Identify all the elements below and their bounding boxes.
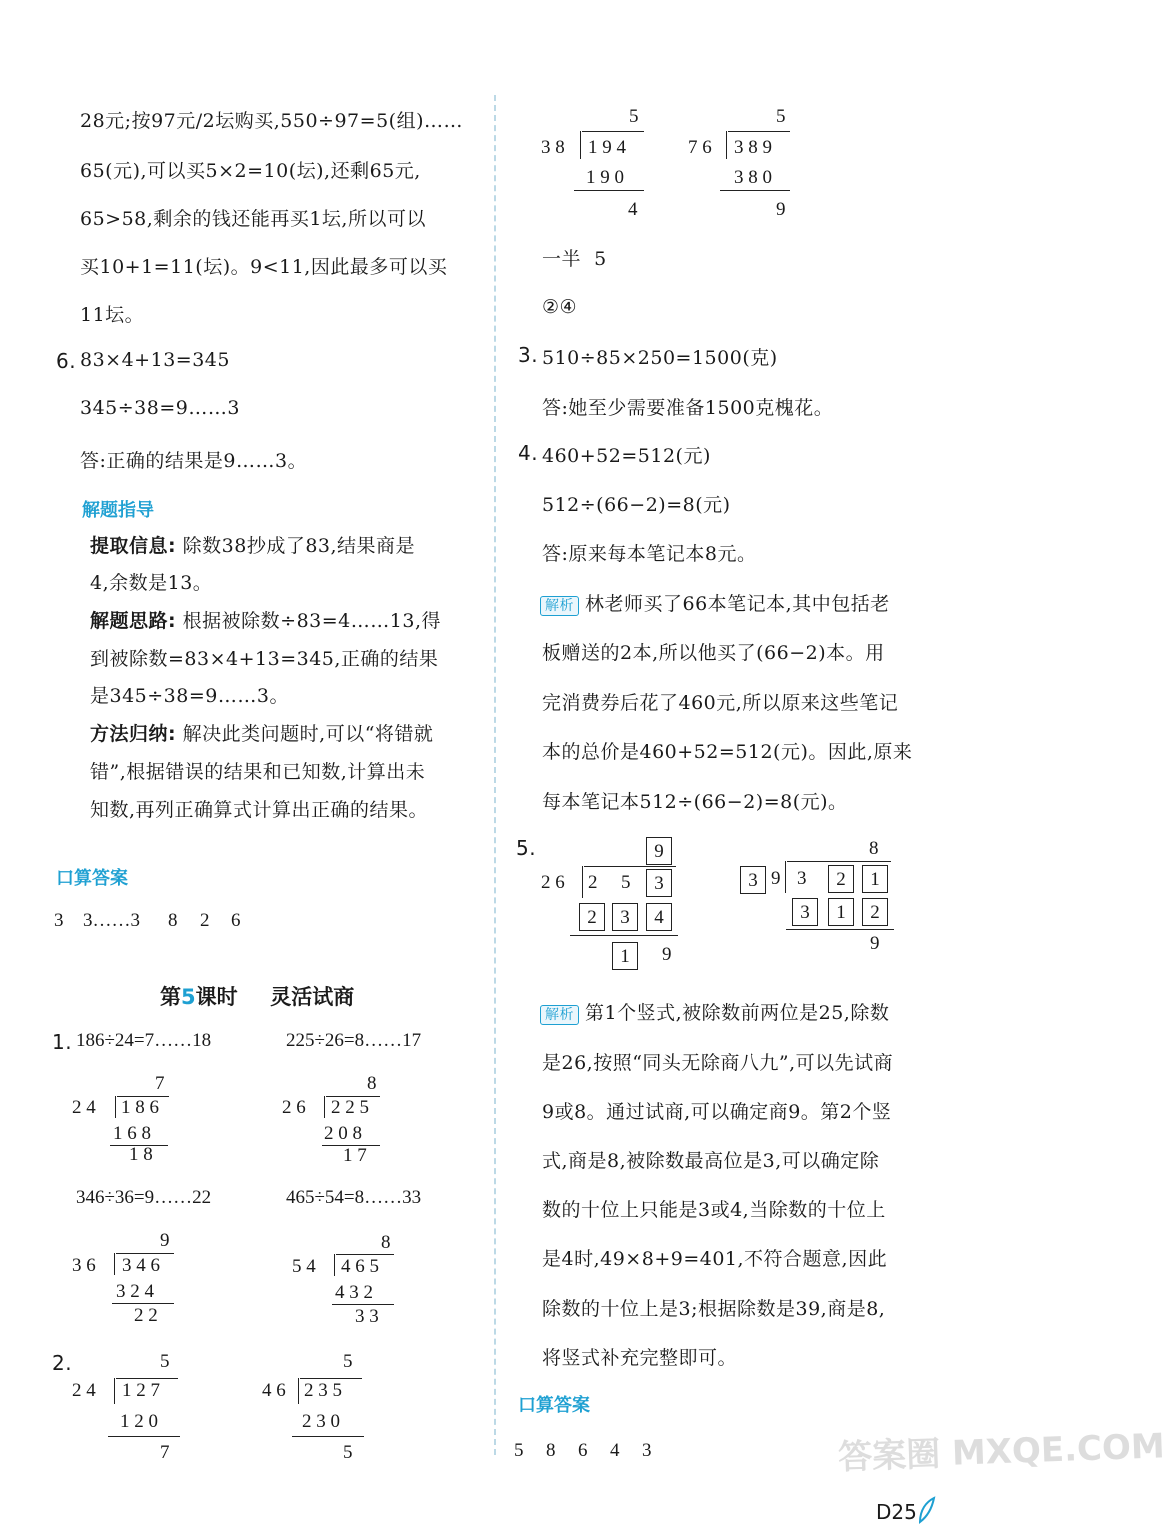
leaf-icon	[916, 1496, 936, 1528]
analysis-text: 完消费券后花了460元,所以原来这些笔记	[542, 692, 899, 714]
subtract-line	[574, 190, 644, 191]
product-box: 2	[579, 903, 605, 931]
analysis-tag: 解析	[540, 1005, 579, 1025]
dividend-box: 1	[862, 865, 888, 893]
quotient: 5	[776, 106, 786, 127]
answer: 答:她至少需要准备1500克槐花。	[542, 397, 834, 419]
oral-heading: 口算答案	[518, 1395, 590, 1416]
divisor: 2 4	[72, 1097, 96, 1118]
analysis-text: 是4时,49×8+9=401,不符合题意,因此	[542, 1248, 888, 1270]
analysis-tag: 解析	[540, 596, 579, 616]
dividend: 3 8 9	[734, 137, 772, 158]
divisor: 2 6	[541, 872, 565, 893]
dividend: 1 9 4	[588, 137, 626, 158]
product-box: 1	[828, 898, 854, 926]
equation: 345÷38=9……3	[80, 397, 240, 419]
division-bracket	[115, 1096, 116, 1118]
remainder: 1 7	[343, 1145, 367, 1166]
oral-answer: 6	[578, 1440, 588, 1461]
division-bar	[584, 866, 676, 867]
dividend: 1 8 6	[121, 1097, 159, 1118]
quotient: 5	[343, 1351, 353, 1372]
text-line: 28元;按97元/2坛购买,550÷97=5(组)……	[80, 110, 463, 132]
dividend: 4 6 5	[341, 1256, 379, 1277]
division-bar	[728, 131, 790, 132]
guide-text: 4,余数是13。	[90, 572, 213, 594]
dividend-digit: 3	[797, 868, 807, 889]
dividend: 2 3 5	[304, 1380, 342, 1401]
division-bracket	[334, 1254, 335, 1276]
division-bracket	[114, 1378, 115, 1404]
equation: 186÷24=7……18	[76, 1030, 212, 1051]
dividend: 1 2 7	[122, 1380, 160, 1401]
division-bracket	[726, 131, 727, 159]
guide-method	[90, 719, 433, 746]
oral-answer: 3……3	[83, 910, 140, 931]
dividend-box: 2	[828, 865, 854, 893]
subtract-line	[720, 190, 790, 191]
divisor: 2 6	[282, 1097, 306, 1118]
guide-text: 知数,再列正确算式计算出正确的结果。	[90, 799, 429, 821]
guide-text: 根据被除数÷83=4……13,得	[182, 610, 441, 632]
product: 2 0 8	[324, 1123, 362, 1144]
division-bracket	[580, 131, 581, 159]
question-number: 6.	[56, 349, 77, 373]
oral-answer: 3	[54, 910, 64, 931]
equation: 346÷36=9……22	[76, 1187, 212, 1208]
lesson-number: 5	[181, 985, 196, 1009]
product: 1 9 0	[586, 167, 624, 188]
remainder: 2 2	[134, 1305, 158, 1326]
product-box: 2	[862, 898, 888, 926]
oral-heading: 口算答案	[56, 868, 128, 889]
quotient: 5	[629, 106, 639, 127]
guide-label: 解题思路:	[90, 610, 177, 632]
column-divider	[494, 95, 496, 1455]
analysis-text: 除数的十位上是3;根据除数是39,商是8,	[542, 1298, 886, 1320]
divisor-digit: 9	[771, 868, 781, 889]
remainder-box: 1	[612, 942, 638, 970]
division-bar	[787, 861, 891, 862]
page-number: D25	[876, 1500, 917, 1524]
dividend-box: 3	[646, 869, 672, 897]
fill-answer: ②④	[542, 296, 578, 318]
division-bar	[300, 1378, 362, 1379]
lesson-prefix: 第	[160, 985, 181, 1009]
division-bracket	[324, 1096, 325, 1118]
quotient: 5	[160, 1351, 170, 1372]
text-line: 11坛。	[80, 304, 145, 326]
divisor-box: 3	[740, 866, 766, 894]
guide-label: 方法归纳:	[90, 723, 177, 745]
guide-text: 除数38抄成了83,结果商是	[182, 535, 416, 557]
division-bar	[336, 1254, 394, 1255]
dividend: 3 4 6	[122, 1255, 160, 1276]
equation: 225÷26=8……17	[286, 1030, 422, 1051]
division-bar	[582, 131, 644, 132]
quotient: 8	[381, 1232, 391, 1253]
lesson-name: 灵活试商	[270, 985, 355, 1009]
equation: 83×4+13=345	[80, 349, 230, 371]
analysis-text: 是26,按照“同头无除商八九”,可以先试商	[542, 1052, 894, 1074]
divisor: 4 6	[262, 1380, 286, 1401]
remainder: 9	[870, 933, 880, 954]
answer: 答:正确的结果是9……3。	[80, 450, 308, 472]
dividend-digit: 2	[588, 872, 598, 893]
dividend-digit: 5	[621, 872, 631, 893]
division-bar	[116, 1378, 178, 1379]
lesson-suffix: 课时	[195, 985, 238, 1009]
subtract-line	[292, 1436, 364, 1437]
subtract-line	[786, 929, 894, 930]
quotient: 9	[160, 1230, 170, 1251]
question-number: 1.	[52, 1030, 73, 1054]
product: 3 2 4	[116, 1281, 154, 1302]
analysis-line	[540, 998, 889, 1025]
guide-text: 是345÷38=9……3。	[90, 685, 289, 707]
quotient: 8	[367, 1073, 377, 1094]
quotient: 8	[869, 838, 879, 859]
product: 4 3 2	[335, 1282, 373, 1303]
product: 3 8 0	[734, 167, 772, 188]
remainder-digit: 9	[662, 944, 672, 965]
divisor: 5 4	[292, 1256, 316, 1277]
divisor: 7 6	[688, 137, 712, 158]
product-box: 4	[646, 903, 672, 931]
oral-answer: 8	[168, 910, 178, 931]
guide-info	[90, 531, 415, 558]
remainder: 1 8	[129, 1144, 153, 1165]
lesson-title	[160, 981, 354, 1011]
question-number: 3.	[518, 343, 539, 367]
subtract-line	[108, 1436, 180, 1437]
guide-heading: 解题指导	[82, 500, 154, 521]
product: 1 6 8	[113, 1123, 151, 1144]
guide-text: 解决此类问题时,可以“将错就	[182, 723, 434, 745]
guide-idea	[90, 606, 441, 633]
product-box: 3	[612, 903, 638, 931]
subtract-line	[112, 1303, 174, 1304]
text-line: 买10+1=11(坛)。9<11,因此最多可以买	[80, 256, 448, 278]
oral-answer: 6	[231, 910, 241, 931]
equation: 512÷(66−2)=8(元)	[542, 494, 731, 516]
analysis-text: 板赠送的2本,所以他买了(66−2)本。用	[542, 642, 885, 664]
watermark-text: 答案圈 MXQE.COM	[837, 1426, 1165, 1478]
division-bracket	[298, 1378, 299, 1404]
analysis-text: 第1个竖式,被除数前两位是25,除数	[585, 1002, 890, 1024]
divisor: 3 6	[72, 1255, 96, 1276]
oral-answer: 2	[200, 910, 210, 931]
guide-text: 到被除数=83×4+13=345,正确的结果	[90, 648, 439, 670]
remainder: 9	[776, 199, 786, 220]
product-box: 3	[792, 898, 818, 926]
product: 2 3 0	[302, 1411, 340, 1432]
subtract-line	[570, 935, 678, 936]
analysis-text: 数的十位上只能是3或4,当除数的十位上	[542, 1199, 886, 1221]
subtract-line	[332, 1304, 394, 1305]
equation: 460+52=512(元)	[542, 445, 711, 467]
question-number: 4.	[518, 441, 539, 465]
division-bracket	[114, 1253, 115, 1275]
analysis-text: 式,商是8,被除数最高位是3,可以确定除	[542, 1150, 880, 1172]
oral-answer: 3	[642, 1440, 652, 1461]
guide-label: 提取信息:	[90, 535, 177, 557]
remainder: 4	[628, 199, 638, 220]
quotient-box: 9	[646, 837, 672, 865]
remainder: 3 3	[355, 1306, 379, 1327]
equation: 510÷85×250=1500(克)	[542, 347, 778, 369]
question-number: 2.	[52, 1351, 73, 1375]
division-bar	[116, 1253, 174, 1254]
text-line: 65(元),可以买5×2=10(坛),还剩65元,	[80, 160, 421, 182]
divisor: 2 4	[72, 1380, 96, 1401]
oral-answer: 5	[514, 1440, 524, 1461]
guide-text: 错”,根据错误的结果和已知数,计算出未	[90, 761, 426, 783]
text-line: 65>58,剩余的钱还能再买1坛,所以可以	[80, 208, 426, 230]
analysis-text: 林老师买了66本笔记本,其中包括老	[585, 593, 890, 615]
equation: 465÷54=8……33	[286, 1187, 422, 1208]
oral-answer: 8	[546, 1440, 556, 1461]
analysis-text: 本的总价是460+52=512(元)。因此,原来	[542, 741, 913, 763]
watermark	[837, 1418, 1165, 1478]
oral-answer: 4	[610, 1440, 620, 1461]
dividend: 2 2 5	[331, 1097, 369, 1118]
analysis-text: 9或8。通过试商,可以确定商9。第2个竖	[542, 1101, 892, 1123]
quotient: 7	[155, 1073, 165, 1094]
analysis-line	[540, 589, 890, 616]
division-bracket	[785, 861, 786, 893]
divisor: 3 8	[541, 137, 565, 158]
remainder: 5	[343, 1442, 353, 1463]
division-bracket	[582, 866, 583, 898]
product: 1 2 0	[120, 1411, 158, 1432]
remainder: 7	[160, 1442, 170, 1463]
fill-answer: 一半 5	[542, 248, 607, 270]
analysis-text: 每本笔记本512÷(66−2)=8(元)。	[542, 791, 848, 813]
analysis-text: 将竖式补充完整即可。	[542, 1347, 738, 1369]
answer: 答:原来每本笔记本8元。	[542, 543, 757, 565]
question-number: 5.	[516, 836, 537, 860]
